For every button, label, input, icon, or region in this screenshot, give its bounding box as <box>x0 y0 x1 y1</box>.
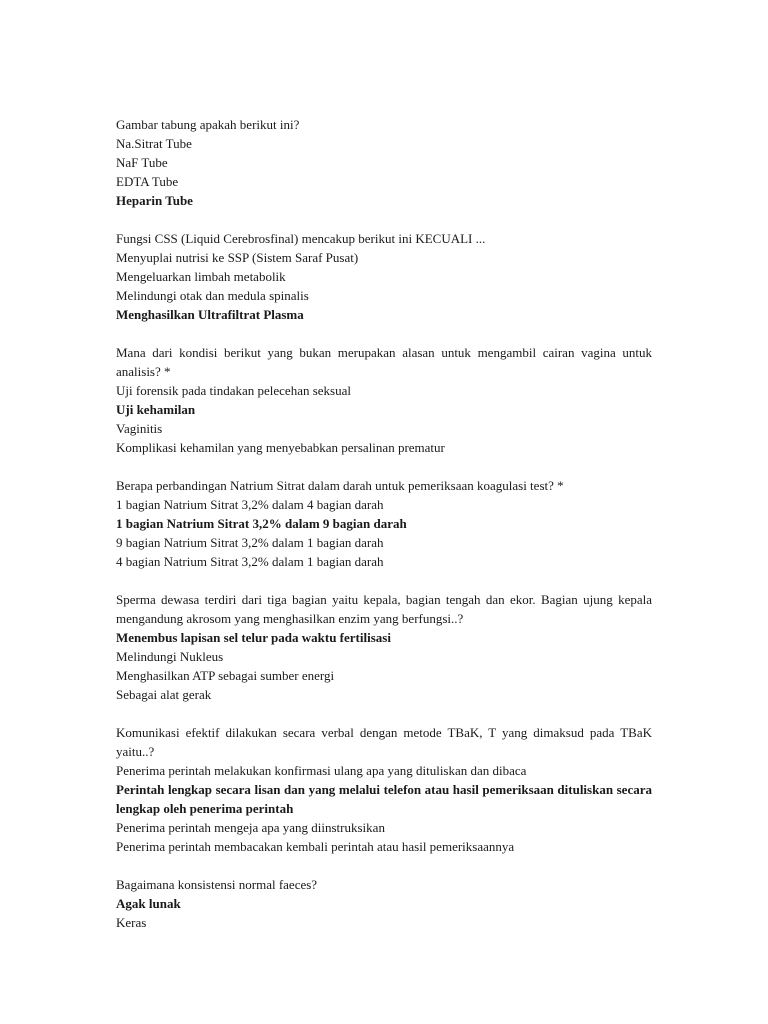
answer-option: Na.Sitrat Tube <box>116 136 192 151</box>
question-text: Komunikasi efektif dilakukan secara verbal dengan metode TBaK, T yang dimaksud pada TBaK yaitu..? <box>116 725 652 759</box>
answer-option: 9 bagian Natrium Sitrat 3,2% dalam 1 bagian darah <box>116 535 384 550</box>
correct-answer-option: Heparin Tube <box>116 193 193 208</box>
question-block <box>116 590 652 704</box>
answer-option: Penerima perintah mengeja apa yang diinstruksikan <box>116 820 385 835</box>
correct-answer-option: Uji kehamilan <box>116 402 196 417</box>
answer-option: Uji forensik pada tindakan pelecehan seksual <box>116 383 351 398</box>
answer-option: Melindungi otak dan medula spinalis <box>116 288 309 303</box>
answer-option: Melindungi Nukleus <box>116 649 224 664</box>
answer-option: NaF Tube <box>116 155 168 170</box>
correct-answer-option: Perintah lengkap secara lisan dan yang melalui telefon atau hasil pemeriksaan dituliskan secara lengkap oleh penerima perintah <box>116 782 652 816</box>
answer-option: Sebagai alat gerak <box>116 687 212 702</box>
question-block <box>116 115 652 210</box>
answer-option: Vaginitis <box>116 421 163 436</box>
answer-option: Keras <box>116 915 147 930</box>
correct-answer-option: 1 bagian Natrium Sitrat 3,2% dalam 9 bagian darah <box>116 516 407 531</box>
answer-option: Menyuplai nutrisi ke SSP (Sistem Saraf Pusat) <box>116 250 359 265</box>
correct-answer-option: Menembus lapisan sel telur pada waktu fertilisasi <box>116 630 391 645</box>
question-text: Gambar tabung apakah berikut ini? <box>116 117 300 132</box>
answer-option: Komplikasi kehamilan yang menyebabkan persalinan prematur <box>116 440 445 455</box>
question-text: Bagaimana konsistensi normal faeces? <box>116 877 318 892</box>
question-block <box>116 875 652 932</box>
quiz-content <box>116 115 652 932</box>
question-block <box>116 723 652 856</box>
question-block <box>116 476 652 571</box>
correct-answer-option: Agak lunak <box>116 896 181 911</box>
question-text: Berapa perbandingan Natrium Sitrat dalam darah untuk pemeriksaan koagulasi test? * <box>116 478 564 493</box>
question-block <box>116 343 652 457</box>
answer-option: Mengeluarkan limbah metabolik <box>116 269 286 284</box>
answer-option: Menghasilkan ATP sebagai sumber energi <box>116 668 335 683</box>
question-block <box>116 229 652 324</box>
answer-option: Penerima perintah melakukan konfirmasi ulang apa yang dituliskan dan dibaca <box>116 763 527 778</box>
answer-option: EDTA Tube <box>116 174 179 189</box>
answer-option: 4 bagian Natrium Sitrat 3,2% dalam 1 bagian darah <box>116 554 384 569</box>
question-text: Mana dari kondisi berikut yang bukan merupakan alasan untuk mengambil cairan vagina untuk analisis? * <box>116 345 652 379</box>
answer-option: Penerima perintah membacakan kembali perintah atau hasil pemeriksaannya <box>116 839 515 854</box>
question-text: Fungsi CSS (Liquid Cerebrosfinal) mencakup berikut ini KECUALI ... <box>116 231 486 246</box>
question-text: Sperma dewasa terdiri dari tiga bagian yaitu kepala, bagian tengah dan ekor. Bagian ujung kepala mengandung akrosom yang menghasilkan enzim yang berfungsi..? <box>116 592 652 626</box>
answer-option: 1 bagian Natrium Sitrat 3,2% dalam 4 bagian darah <box>116 497 384 512</box>
correct-answer-option: Menghasilkan Ultrafiltrat Plasma <box>116 307 304 322</box>
